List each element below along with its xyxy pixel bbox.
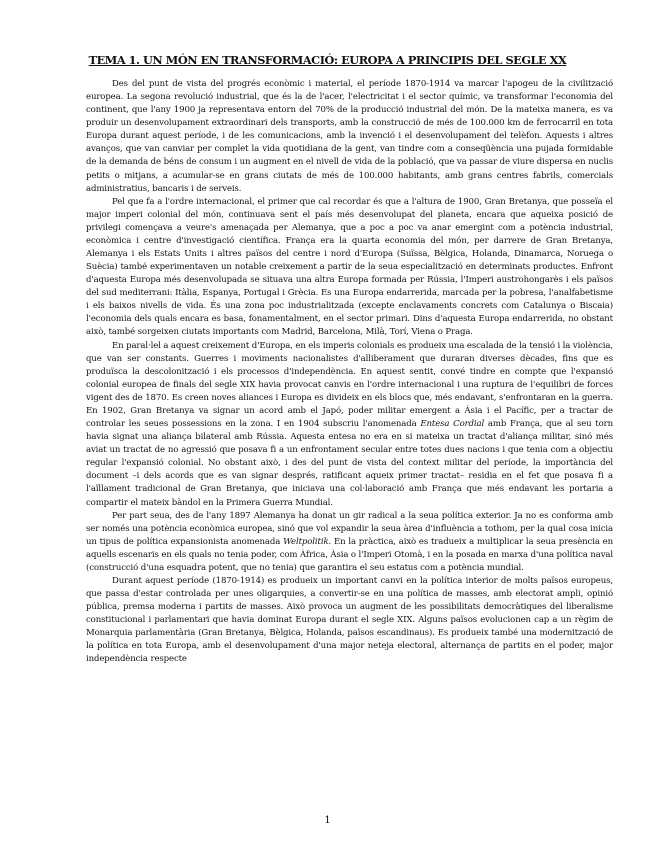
paragraph-4 xyxy=(86,510,613,575)
text-run: amb França, que al seu torn havia signat una aliança bilateral amb Rússia. Aquesta entesa no era en si mateixa un tractat d'aliança militar, sinó més aviat un tractat de no agressió que posava fi a un enfrontament secular entre totes dues nacions i que tenia com a objectiu regular l'expansió colonial. No obstant això, i des del punt de vista del context militar del període, la importància del document –i dels acords que es van signar després, ratificant aqueix primer tractat– residia en el fet que posava fi a l'aïllament tradicional de Gran Bretanya, que iniciava una col·laboració amb França que més endavant les portaria a compartir el mateix bàndol en la Primera Guerra Mundial. xyxy=(86,419,614,508)
italic-term: Weltpolitik xyxy=(283,536,329,547)
paragraph-2 xyxy=(86,196,613,340)
text-run: Durant aquest període (1870-1914) es produeix un important canvi en la política interior de molts països europeus, que passa d'estar controlada per unes oligarquies, a convertir-se en una política de masses, amb electorat ampli, opinió pública, premsa moderna i partits de masses. Això provoca un augment de les possibilitats democràtiques del liberalisme constitucional i parlamentari que havia dominat Europa durant el segle XIX. Alguns països evolucionen cap a un règim de Monarquia parlamentària (Gran Bretanya, Bèlgica, Holanda, països escandinaus). Es produeix també una modernització de la política en tota Europa, amb el desenvolupament d'una major neteja electoral, alternança de partits en el poder, major independència respecte xyxy=(86,575,613,665)
text-run: Des del punt de vista del progrés econòmic i material, el període 1870-1914 va marcar l'apogeu de la civilització europea. La segona revolució industrial, que és la de l'acer, l'electricitat i el sector químic, va transformar l'economia del continent, que l'any 1900 ja representava entorn del 70% de la producció industrial del món. De la mateixa manera, es va produir un desenvolupament extraordinari dels transports, amb la construcció de més de 100.000 km de ferrocarril en tota Europa durant aquest període, i de les comunicacions, amb la invenció i el desenvolupament del telèfon. Aquests i altres avanços, que van canviar per complet la vida quotidiana de la gent, van tindre com a conseqüència una pujada formidable de la demanda de béns de consum i un augment en el nivell de vida de la població, que va passar de viure dispersa en nuclis petits o mitjans, a acumular-se en grans ciutats de més de 100.000 habitants, amb grans centres fabrils, comercials administratius, bancaris i de serveis. xyxy=(86,79,613,194)
paragraph-3 xyxy=(86,340,613,510)
page-title: TEMA 1. UN MÓN EN TRANSFORMACIÓ: EUROPA A PRINCIPIS DEL SEGLE XX xyxy=(88,53,567,67)
document-body xyxy=(86,78,613,667)
text-run: . En la pràctica, això es tradueix a multiplicar la seua presència en aquells escenaris en els quals no tenia poder, com Àfrica, Àsia o l'Imperi Otomà, i en la posada en marxa d'una política naval (construcció d'una esquadra potent, que no tenia) que garantira el seu estatus com a potència mundial. xyxy=(86,536,613,573)
text-run: En paral·lel a aquest creixement d'Europa, en els imperis colonials es produeix una escalada de la tensió i la violència, que van ser constants. Guerres i moviments nacionalistes d'alliberament que duraran diverses dècades, fins que es produïsca la descolonització i els processos d'independència. En aquest sentit, convé tindre en compte que l'expansió colonial europea de finals del segle XIX havia provocat canvis en l'ordre internacional i una ruptura de l'equilibri de forces vigent des de 1870. Es creen noves aliances i Europa es divideix en els blocs que, més endavant, s'enfrontaran en la guerra. En 1902, Gran Bretanya va signar un acord amb el Japó, poder militar emergent a Àsia i el Pacífic, per a tractar de controlar les seues possessions en la zona. I en 1904 subscriu l'anomenada xyxy=(86,340,613,430)
text-run: Pel que fa a l'ordre internacional, el primer que cal recordar és que a l'altura de 1900, Gran Bretanya, que posseïa el major imperi colonial del món, continuava sent el país més desenvolupat del planeta, encara que aqueixa posició de privilegi començava a veure's amenaçada per Alemanya, que a poc a poc va anar emergint com a potència industrial, econòmica i centre d'investigació científica. França era la quarta economia del món, per darrere de Gran Bretanya, Alemanya i els Estats Units i altres països del centre i nord d'Europa (Suïssa, Bèlgica, Holanda, Dinamarca, Noruega o Suècia) també experimentaven un notable creixement a partir de la seua especialització en determinats productes. Enfront d'aquesta Europa més desenvolupada se situava una altra Europa formada per Rússia, l'Imperi austrohongarès i els països del sud mediterrani: Itàlia, Espanya, Portugal i Grècia. Es una Europa endarrerida, marcada per la pobresa, l'analfabetisme i els baixos nivells de vida. És una zona poc industrialitzada (excepte enclavaments concrets com Catalunya o Biscaia) l'economia dels quals encara es basa, fonamentalment, en el sector primari. Dins d'aquesta Europa endarrerida, no obstant això, també sorgeixen ciutats importants com Madrid, Barcelona, Milà, Torí, Viena o Praga. xyxy=(86,196,613,338)
paragraph-5 xyxy=(86,575,613,667)
text-run: Per part seua, des de l'any 1897 Alemanya ha donat un gir radical a la seua política exterior. Ja no es conforma amb ser només una potència econòmica europea, sinó que vol expandir la seua àrea d'influència a tothom, per la qual cosa inicia un tipus de política expansionista anomenada xyxy=(86,510,613,547)
italic-term: Entesa Cordial xyxy=(420,419,485,430)
page-number: 1 xyxy=(324,815,331,826)
paragraph-1 xyxy=(86,78,613,196)
